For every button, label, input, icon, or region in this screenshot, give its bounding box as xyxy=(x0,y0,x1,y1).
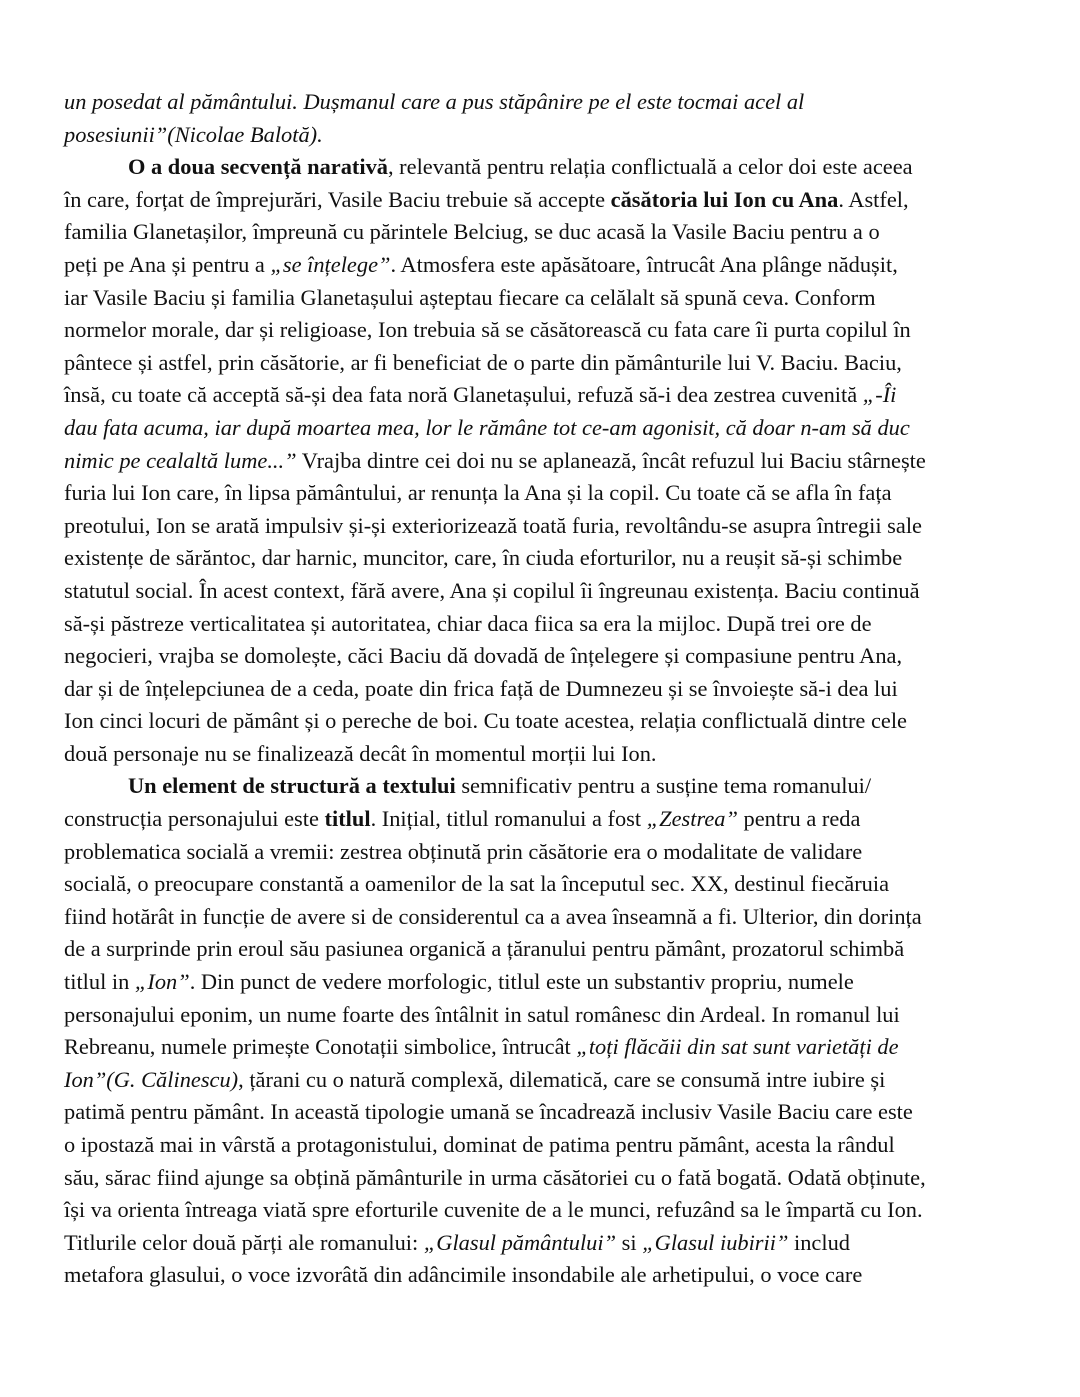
text-line xyxy=(64,1096,1022,1129)
text-line xyxy=(64,1064,1022,1097)
body-text: si xyxy=(616,1229,643,1255)
body-text: două personaje nu se finalizează decât în momentul morții lui Ion. xyxy=(64,740,657,766)
body-text: construcția personajului este xyxy=(64,806,325,832)
body-text: Titlurile celor două părți ale romanului: xyxy=(64,1229,424,1255)
body-text: includ xyxy=(788,1229,850,1255)
text-line xyxy=(64,542,1022,575)
italic-text: Ion”(G. Călinescu) xyxy=(64,1066,239,1092)
body-text: pântece și astfel, prin căsătorie, ar fi beneficiat de o parte din pământurile lui V. Baciu. Baciu, xyxy=(64,349,902,375)
text-line xyxy=(64,705,1022,738)
body-text: . Din punct de vedere morfologic, titlul este un substantiv propriu, numele xyxy=(189,969,854,995)
body-text: . Astfel, xyxy=(838,186,909,212)
text-line xyxy=(64,575,1022,608)
text-line xyxy=(64,249,1022,282)
text-line xyxy=(64,1129,1022,1162)
text-line xyxy=(64,1227,1022,1260)
body-text: existențe de sărăntoc, dar harnic, muncitor, care, în ciuda eforturilor, nu a reușit să-și schimbe xyxy=(64,545,903,571)
bold-text: căsătoria lui Ion cu Ana xyxy=(610,186,839,212)
italic-text: posesiunii”(Nicolae Balotă). xyxy=(64,121,323,147)
body-text: Ion cinci locuri de pământ și o pereche de boi. Cu toate acestea, relația conflictuală dintre cele xyxy=(64,708,907,734)
body-text: statutul social. În acest context, fără avere, Ana și copilul îi îngreunau existența. Baciu continuă xyxy=(64,577,920,603)
body-text: însă, cu toate că acceptă să-și dea fata noră Glanetașului, refuză să-i dea zestrea cuvenită xyxy=(64,382,863,408)
text-line xyxy=(64,412,1022,445)
text-line xyxy=(64,640,1022,673)
text-line xyxy=(64,477,1022,510)
body-text: fiind hotărât in funcție de avere si de considerentul ca a avea înseamnă a fi. Ulterior, din dorința xyxy=(64,903,922,929)
body-text: , relevantă pentru relația conflictuală a celor doi este aceea xyxy=(387,154,913,180)
body-text: peți pe Ana și pentru a xyxy=(64,251,271,277)
body-text: negocieri, vrajba se domolește, căci Baciu dă dovadă de înțelegere și compasiune pentru Ana, xyxy=(64,643,903,669)
italic-text: „se înțelege” xyxy=(270,251,391,277)
body-text: de a surprinde prin eroul său pasiunea organică a țăranului pentru pământ, prozatorul schimbă xyxy=(64,936,905,962)
text-line xyxy=(64,1162,1022,1195)
italic-text: un posedat al pământului. Dușmanul care a pus stăpânire pe el este tocmai acel al xyxy=(64,89,805,114)
text-line xyxy=(64,901,1022,934)
bold-text: Un element de structură a textului xyxy=(128,773,456,799)
text-line xyxy=(64,379,1022,412)
body-text: , țărani cu o natură complexă, dilematică, care se consumă intre iubire și xyxy=(238,1066,886,1092)
body-text: dar și de înțelepciunea de a ceda, poate din frica față de Dumnezeu și se învoiește să-i dea lui xyxy=(64,675,898,701)
text-line xyxy=(64,868,1022,901)
body-text: său, sărac fiind ajunge sa obțină pământurile in urma căsătoriei cu o fată bogată. Odată obținute, xyxy=(64,1164,926,1190)
body-text: Rebreanu, numele primește Conotații simbolice, întrucât xyxy=(64,1034,577,1060)
body-text: iar Vasile Baciu și familia Glanetașului așteptau fiecare ca celălalt să spună ceva. Conform xyxy=(64,284,876,310)
document-page xyxy=(64,86,1022,1292)
text-line xyxy=(64,314,1022,347)
bold-text: titlul xyxy=(324,806,371,832)
text-line xyxy=(64,184,1022,217)
body-text: pentru a reda xyxy=(737,806,861,832)
body-text: titlul in xyxy=(64,969,135,995)
body-text: metafora glasului, o voce izvorâtă din adâncimile insondabile ale arhetipului, o voce care xyxy=(64,1262,863,1288)
italic-text: „toți flăcăii din sat sunt varietăți de xyxy=(576,1034,899,1060)
text-line xyxy=(64,1031,1022,1064)
text-line xyxy=(64,445,1022,478)
text-line xyxy=(64,510,1022,543)
bold-text: O a doua secvență narativă xyxy=(128,154,388,180)
body-text: . Inițial, titlul romanului a fost xyxy=(370,806,647,832)
text-line xyxy=(64,966,1022,999)
text-line xyxy=(64,151,1022,184)
text-line xyxy=(64,1259,1022,1292)
italic-text: „-Îi xyxy=(862,382,897,408)
body-text: semnificativ pentru a susține tema romanului/ xyxy=(455,773,872,799)
text-line xyxy=(64,1194,1022,1227)
body-text: să-și păstreze verticalitatea și autoritatea, chiar daca fiica sa era la mijloc. După trei ore de xyxy=(64,610,872,636)
text-line xyxy=(64,770,1022,803)
text-line xyxy=(64,933,1022,966)
italic-text: „Glasul iubirii” xyxy=(642,1229,789,1255)
body-text: în care, forțat de împrejurări, Vasile Baciu trebuie să accepte xyxy=(64,186,611,212)
body-text: patimă pentru pământ. In această tipologie umană se încadrează inclusiv Vasile Baciu care este xyxy=(64,1099,913,1125)
body-text: . Atmosfera este apăsătoare, întrucât Ana plânge nădușit, xyxy=(390,251,898,277)
body-text: socială, o preocupare constantă a oamenilor de la sat la începutul sec. XX, destinul fiecăruia xyxy=(64,871,890,897)
text-line xyxy=(64,119,1022,152)
text-line xyxy=(64,999,1022,1032)
text-line xyxy=(64,216,1022,249)
text-line xyxy=(64,86,1022,119)
body-text: își va orienta întreaga viată spre eforturile cuvenite de a le munci, refuzând sa le împartă cu Ion. xyxy=(64,1197,923,1223)
body-text: o ipostază mai in vârstă a protagonistului, dominat de patima pentru pământ, acesta la rândul xyxy=(64,1132,895,1157)
text-line xyxy=(64,608,1022,641)
body-text: Vrajba dintre cei doi nu se aplanează, încât refuzul lui Baciu stârnește xyxy=(296,447,926,473)
body-text: familia Glanetașilor, împreună cu părintele Belciug, se duc acasă la Vasile Baciu pentru a o xyxy=(64,219,880,245)
italic-text: dau fata acuma, iar după moartea mea, lor le rămâne tot ce-am agonisit, că doar n-am să duc xyxy=(64,414,910,440)
italic-text: „Glasul pământului” xyxy=(423,1229,617,1255)
italic-text: „Ion” xyxy=(134,969,190,995)
text-line xyxy=(64,836,1022,869)
body-text: personajului eponim, un nume foarte des întâlnit in satul românesc din Ardeal. In romanul lui xyxy=(64,1001,900,1027)
body-text: furia lui Ion care, în lipsa pământului, ar renunța la Ana și la copil. Cu toate că se afla în fața xyxy=(64,480,892,506)
text-line xyxy=(64,673,1022,706)
italic-text: „Zestrea” xyxy=(646,806,738,832)
body-text: problematica socială a vremii: zestrea obținută prin căsătorie era o modalitate de validare xyxy=(64,838,863,864)
italic-text: nimic pe cealaltă lume...” xyxy=(64,447,297,473)
body-text: preotului, Ion se arată impulsiv și-și exteriorizează toată furia, revoltându-se asupra întregii sale xyxy=(64,512,922,538)
text-line xyxy=(64,803,1022,836)
text-line xyxy=(64,347,1022,380)
text-line xyxy=(64,282,1022,315)
text-line xyxy=(64,738,1022,771)
body-text: normelor morale, dar și religioase, Ion trebuia să se căsătorească cu fata care îi purta copilul în xyxy=(64,317,911,343)
